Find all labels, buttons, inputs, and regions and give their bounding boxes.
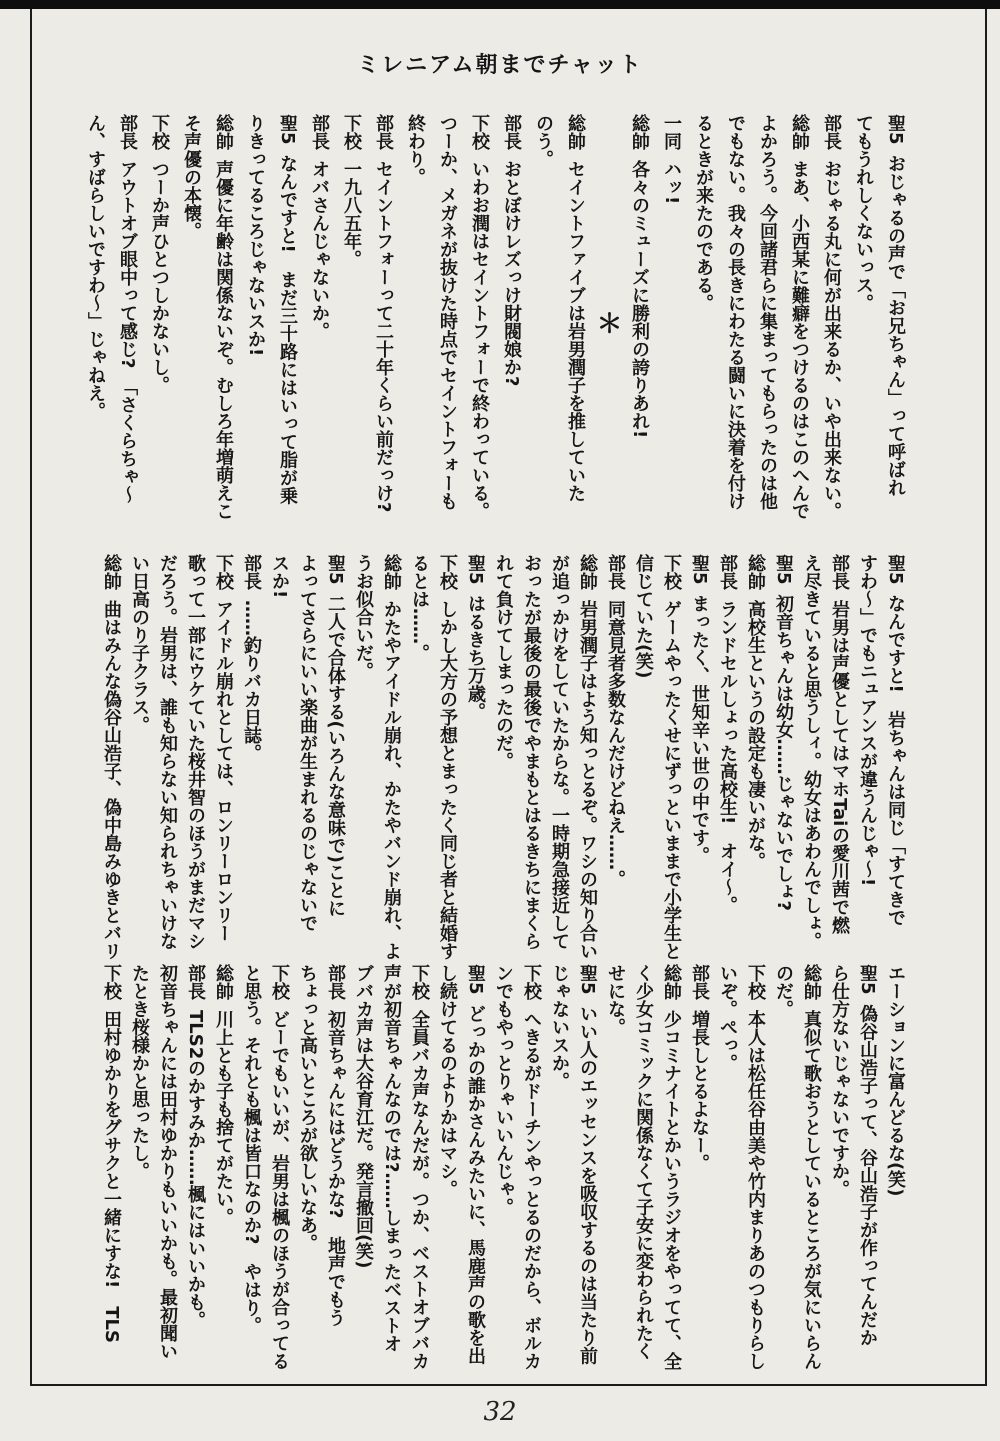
- text-column: [773, 554, 793, 966]
- column-text: 終わり。: [405, 114, 426, 186]
- text-column: [693, 114, 713, 532]
- column-text: どーでもいいが、岩男は楓のほうが合ってる: [269, 1010, 290, 1370]
- text-column: [661, 554, 681, 966]
- column-text: たとき桜様かと思ったし。: [129, 964, 150, 1180]
- column-text: ハッ!: [661, 160, 682, 205]
- speaker-label: 総帥: [789, 114, 810, 150]
- text-column: [689, 554, 709, 966]
- text-column: [829, 964, 849, 1376]
- column-text: かたやアイドル崩れ、かたやバンド崩れ、よ: [381, 600, 402, 960]
- text-column: [885, 554, 905, 966]
- chat-block-3: [101, 964, 905, 1376]
- speaker-label: 聖5: [325, 554, 346, 585]
- text-column: [773, 964, 793, 1376]
- column-text: へきるがドーチンやっとるのだから、ボルカ: [521, 1010, 542, 1370]
- text-column: [549, 554, 569, 966]
- column-text: アウトオブ眼中って感じ? 「さくらちゃ〜: [117, 160, 138, 504]
- text-column: [717, 554, 737, 966]
- speaker-label: 下校: [149, 114, 170, 150]
- column-text: つーか声ひとつしかないし。: [149, 160, 170, 394]
- speaker-label: 下校: [661, 554, 682, 590]
- text-column: [521, 964, 541, 1376]
- text-column: [549, 964, 569, 1376]
- column-text: おったが最後の最後でやまもとはるきちにまくら: [521, 554, 542, 950]
- speaker-label: 部長: [117, 114, 138, 150]
- text-column: [373, 114, 393, 532]
- column-text: のう。: [533, 114, 554, 168]
- text-column: [629, 114, 649, 532]
- text-column: [297, 964, 317, 1376]
- text-column: [101, 554, 121, 966]
- text-column: [157, 554, 177, 966]
- column-text: 田村ゆかりをグサクと一緒にすな! TLS: [101, 1010, 122, 1343]
- column-text: そ声優の本懐。: [181, 114, 202, 240]
- speaker-label: 部長: [717, 554, 738, 590]
- text-column: [353, 964, 373, 1376]
- text-column: [241, 554, 261, 966]
- text-column: [605, 554, 625, 966]
- column-text: 初音ちゃんにはどうかな? 地声でもう: [325, 1010, 346, 1327]
- speaker-label: 部長: [241, 554, 262, 590]
- column-text: のだ。: [773, 964, 794, 1018]
- text-column: [829, 554, 849, 966]
- column-text: いわお潤はセイントフォーで終わっている。: [469, 160, 490, 520]
- speaker-label: 総帥: [629, 114, 650, 150]
- speaker-label: 聖5: [577, 964, 598, 995]
- speaker-label: 総帥: [381, 554, 402, 590]
- column-text: 初音ちゃんは幼女……じゃないでしょ?: [773, 594, 794, 911]
- text-column: [605, 964, 625, 1376]
- speaker-label: 聖5: [885, 114, 906, 145]
- column-text: はるきち万歳。: [465, 594, 486, 721]
- column-text: ちょっと高いところが欲しいなあ。: [297, 964, 318, 1252]
- column-text: てもうれしくないっス。: [853, 114, 874, 312]
- column-text: 本人は松任谷由美や竹内まりあのつもりらし: [745, 1010, 766, 1370]
- text-column: [437, 114, 457, 532]
- column-text: 同意見者多数なんだけどねえ……。: [605, 600, 626, 888]
- column-text: く少女コミックに関係なくて子安に変わられたく: [633, 964, 654, 1360]
- speaker-label: 部長: [689, 964, 710, 1000]
- text-column: [493, 554, 513, 966]
- text-column: [277, 114, 297, 532]
- column-text: よかろう。今回諸君らに集まってもらったのは他: [757, 114, 778, 510]
- column-text: アイドル崩れとしては、ロンリーロンリー: [213, 600, 234, 942]
- text-column: [409, 554, 429, 966]
- text-column: [117, 114, 137, 532]
- column-text: ゲームやったくせにずっといままで小学生と: [661, 600, 682, 960]
- column-text: 曲はみんな偽谷山浩子、偽中島みゆきとバリ: [101, 600, 122, 960]
- column-text: 川上とも子も捨てがたい。: [213, 1010, 234, 1226]
- text-column: [297, 554, 317, 966]
- scan-border-top: [0, 0, 1000, 9]
- text-column: [725, 114, 745, 532]
- text-column: [801, 554, 821, 966]
- text-column: [821, 114, 841, 532]
- speaker-label: 下校: [437, 554, 458, 590]
- text-column: [745, 964, 765, 1376]
- speaker-label: 部長: [605, 554, 626, 590]
- column-text: スか!: [269, 554, 290, 599]
- speaker-label: 総帥: [577, 554, 598, 590]
- text-column: [493, 964, 513, 1376]
- column-text: まあ、小西某に難癖をつけるのはこのへんで: [789, 160, 810, 520]
- text-column: [325, 554, 345, 966]
- text-column: [857, 964, 877, 1376]
- speaker-label: 聖5: [277, 114, 298, 145]
- text-column: [353, 554, 373, 966]
- text-column: [565, 114, 585, 532]
- text-column: [213, 964, 233, 1376]
- column-text: セイントフォーって二十年くらい前だっけ?: [373, 160, 394, 513]
- text-column: [469, 114, 489, 532]
- text-column: [129, 554, 149, 966]
- speaker-label: 部長: [373, 114, 394, 150]
- text-column: [341, 114, 361, 532]
- column-text: 各々のミューズに勝利の誇りあれ!: [629, 160, 650, 439]
- column-text: おじゃるの声で「お兄ちゃん」って呼ばれ: [885, 154, 906, 497]
- speaker-label: 下校: [269, 964, 290, 1000]
- column-text: 増長しとるよなー。: [689, 1010, 710, 1172]
- column-text: 二人で合体する(いろんな意味で)ことに: [325, 594, 346, 917]
- column-text: 岩男潤子はよう知っとるぞ。ワシの知り合い: [577, 600, 598, 960]
- text-column: [533, 114, 553, 532]
- text-column: [149, 114, 169, 532]
- speaker-label: 部長: [325, 964, 346, 1000]
- text-column: [437, 964, 457, 1376]
- column-text: なんですと! まだ三十路にはいって脂が乗: [277, 154, 298, 505]
- speaker-label: 聖5: [689, 554, 710, 585]
- text-column: [661, 964, 681, 1376]
- column-text: 少コミナイトとかいうラジオをやってて、全: [661, 1010, 682, 1370]
- text-column: [325, 964, 345, 1376]
- column-text: ん、すばらしいですわ〜」じゃねえ。: [85, 114, 106, 420]
- column-text: 岩男は声優としてはマホTaiの愛川茜で燃: [829, 600, 850, 935]
- speaker-label: 下校: [469, 114, 490, 150]
- text-column: [405, 114, 425, 532]
- column-text: ブバカ声は大谷育江だ。発言撤回(笑): [353, 964, 374, 1269]
- text-column: [801, 964, 821, 1376]
- column-text: いぞ。ぺっ。: [717, 964, 738, 1072]
- speaker-label: 総帥: [801, 964, 822, 1000]
- text-column: [437, 554, 457, 966]
- speaker-label: 総帥: [661, 964, 682, 1000]
- column-text: と思う。それとも楓は皆口なのか? やはり。: [241, 964, 262, 1335]
- text-column: [85, 114, 105, 532]
- speaker-label: 聖5: [857, 964, 878, 995]
- column-text: が追っかけをしていたからな。一時期急接近して: [549, 554, 570, 950]
- speaker-label: 部長: [501, 114, 522, 150]
- text-column: [757, 114, 777, 532]
- column-text: るとは……。: [409, 554, 430, 662]
- text-column: [213, 114, 233, 532]
- column-text: 信じていた(笑): [633, 554, 654, 679]
- text-column: [717, 964, 737, 1376]
- text-column: [465, 964, 485, 1376]
- speaker-label: 総帥: [565, 114, 586, 150]
- text-column: [633, 554, 653, 966]
- column-text: どっかの誰かさんみたいに、馬鹿声の歌を出: [465, 1004, 486, 1365]
- text-column: [381, 964, 401, 1376]
- speaker-label: 聖5: [773, 554, 794, 585]
- column-text: いい人のエッセンスを吸収するのは当たり前: [577, 1004, 598, 1365]
- text-column: [689, 964, 709, 1376]
- text-column: [381, 554, 401, 966]
- speaker-label: 部長: [821, 114, 842, 150]
- speaker-label: 下校: [521, 964, 542, 1000]
- column-text: し続けてるのよりかはマシ。: [437, 964, 458, 1198]
- column-text: 声が初音ちゃんなのでは?……しまったベストオ: [381, 964, 402, 1353]
- speaker-label: 総帥: [213, 114, 234, 150]
- text-column: [465, 554, 485, 966]
- text-column: [309, 114, 329, 532]
- column-text: だろう。岩男は、誰も知らない知られちゃいけな: [157, 554, 178, 950]
- column-text: 歌って一部にウケていた桜井智のほうがまだマシ: [185, 554, 206, 950]
- column-text: れて負けてしまったのだ。: [493, 554, 514, 770]
- chat-block-1: [85, 114, 905, 532]
- text-column: [101, 964, 121, 1376]
- text-column: [185, 554, 205, 966]
- text-column: [853, 114, 873, 532]
- speaker-label: 総帥: [213, 964, 234, 1000]
- speaker-label: 部長: [185, 964, 206, 1000]
- speaker-label: 部長: [309, 114, 330, 150]
- column-text: じゃないスか。: [549, 964, 570, 1090]
- column-text: 偽谷山浩子って、谷山浩子が作ってんだか: [857, 1004, 878, 1347]
- column-text: ンでもやっとりゃいいんじゃ。: [493, 964, 514, 1216]
- text-column: [633, 964, 653, 1376]
- column-text: つーか、メガネが抜けた時点でセイントフォーも: [437, 114, 458, 510]
- column-text: 全員バカ声なんだが。つか、ベストオブバカ: [409, 1010, 430, 1370]
- page-title: ミレニアム朝までチャット: [357, 53, 643, 78]
- text-column: [185, 964, 205, 1376]
- column-text: せにな。: [605, 964, 626, 1036]
- column-text: うお似合いだ。: [353, 554, 374, 680]
- text-column: [857, 554, 877, 966]
- text-column: [885, 114, 905, 532]
- speaker-label: 聖5: [465, 964, 486, 995]
- column-text: ランドセルしょった高校生! オイ〜。: [717, 600, 738, 915]
- text-column: [245, 114, 265, 532]
- column-text: しかし大方の予想とまったく同じ者と結婚す: [437, 600, 458, 960]
- column-text: りきってるころじゃないスか!: [245, 114, 266, 357]
- column-text: エーションに富んどるな(笑): [885, 964, 906, 1197]
- speaker-label: 下校: [341, 114, 362, 150]
- text-column: [789, 114, 809, 532]
- speaker-label: 部長: [829, 554, 850, 590]
- text-column: [129, 964, 149, 1376]
- column-text: まったく、世知辛い世の中です。: [689, 594, 710, 865]
- text-column: [501, 114, 521, 532]
- separator-glyph: ＊: [592, 310, 622, 336]
- column-text: い日高のり子クラス。: [129, 554, 150, 734]
- speaker-label: 聖5: [465, 554, 486, 585]
- column-text: 一九八五年。: [341, 160, 362, 268]
- speaker-label: 下校: [409, 964, 430, 1000]
- column-text: 真似て歌おうとしているところが気にいらん: [801, 1010, 822, 1370]
- section-separator: [592, 114, 622, 532]
- text-column: [577, 964, 597, 1376]
- text-column: [181, 114, 201, 532]
- column-text: なんですと! 岩ちゃんは同じ「すてきで: [885, 594, 906, 927]
- column-text: おとぼけレズっけ財閥娘か?: [501, 160, 522, 387]
- column-text: ら仕方ないじゃないですか。: [829, 964, 850, 1198]
- column-text: おじゃる丸に何が出来るか、いや出来ない。: [821, 160, 842, 520]
- column-text: オバさんじゃないか。: [309, 160, 330, 340]
- column-text: え尽きていると思うしィ。幼女はあわんでしょ。: [801, 554, 822, 950]
- text-column: [241, 964, 261, 1376]
- column-text: よってさらにいい楽曲が生まれるのじゃないで: [297, 554, 318, 932]
- speaker-label: 下校: [745, 964, 766, 1000]
- column-text: でもない。我々の長きにわたる闘いに決着を付け: [725, 114, 746, 510]
- speaker-label: 一同: [661, 114, 682, 150]
- column-text: 高校生というの設定も凄いがな。: [745, 600, 766, 870]
- column-text: すわ〜」でもニュアンスが違うんじゃ〜!: [857, 554, 878, 887]
- column-text: セイントファイブは岩男潤子を推していた: [565, 160, 586, 502]
- text-column: [661, 114, 681, 532]
- text-column: [213, 554, 233, 966]
- column-text: 初音ちゃんには田村ゆかりもいいかも。最初聞い: [157, 964, 178, 1360]
- column-text: TLS2のかすみか……楓にはいいかも。: [185, 1010, 206, 1330]
- column-text: るときが来たのである。: [693, 114, 714, 312]
- text-column: [885, 964, 905, 1376]
- speaker-label: 聖5: [885, 554, 906, 585]
- text-column: [577, 554, 597, 966]
- column-text: 声優に年齢は関係ないぞ。むしろ年増萌えこ: [213, 160, 234, 520]
- text-column: [157, 964, 177, 1376]
- text-column: [521, 554, 541, 966]
- text-column: [409, 964, 429, 1376]
- speaker-label: 下校: [101, 964, 122, 1000]
- speaker-label: 総帥: [745, 554, 766, 590]
- column-text: ……釣りバカ日誌。: [241, 600, 262, 762]
- chat-block-2: [101, 554, 905, 966]
- text-column: [269, 964, 289, 1376]
- page-number: 32: [483, 1397, 517, 1427]
- text-column: [745, 554, 765, 966]
- text-column: [269, 554, 289, 966]
- speaker-label: 総帥: [101, 554, 122, 590]
- speaker-label: 下校: [213, 554, 234, 590]
